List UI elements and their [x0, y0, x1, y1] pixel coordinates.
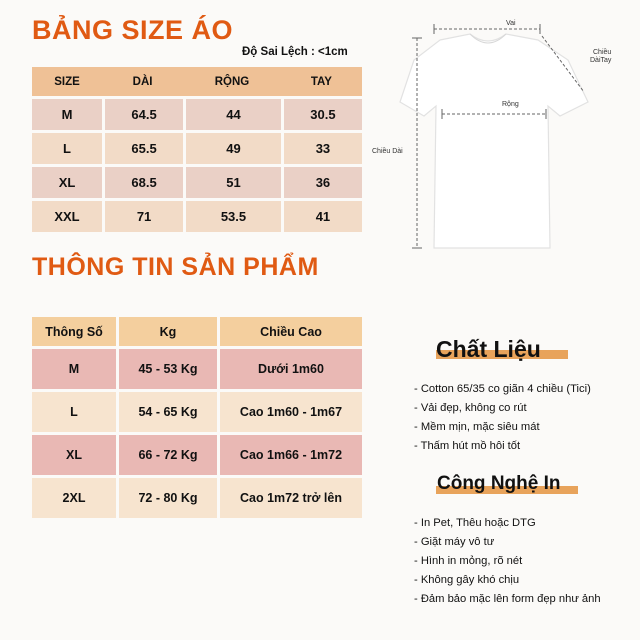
- tolerance-note: Độ Sai Lệch : <1cm: [242, 46, 348, 58]
- weight-cell: 72 - 80 Kg: [116, 478, 217, 518]
- list-item: - Cotton 65/35 co giãn 4 chiều (Tici): [414, 383, 591, 395]
- value-cell: 36: [281, 167, 362, 198]
- height-cell: Cao 1m60 - 1m67: [217, 392, 362, 432]
- height-cell: Cao 1m66 - 1m72: [217, 435, 362, 475]
- table-row: [32, 201, 362, 232]
- list-item: - Thấm hút mồ hôi tốt: [414, 440, 521, 452]
- material-list: [414, 383, 591, 459]
- header-cell: TAY: [281, 67, 362, 96]
- value-cell: 51: [183, 167, 281, 198]
- list-item: - Hình in mỏng, rõ nét: [414, 555, 523, 567]
- table-row: [32, 167, 362, 198]
- list-item: - In Pet, Thêu hoặc DTG: [414, 517, 536, 529]
- table-header-row: [32, 317, 362, 346]
- header-cell: Kg: [116, 317, 217, 346]
- size-chart-title: BẢNG SIZE ÁO: [32, 15, 234, 45]
- size-cell: M: [32, 99, 102, 130]
- value-cell: 53.5: [183, 201, 281, 232]
- value-cell: 49: [183, 133, 281, 164]
- print-tech-list: [414, 517, 601, 612]
- header-cell: Chiều Cao: [217, 317, 362, 346]
- weight-cell: 45 - 53 Kg: [116, 349, 217, 389]
- header-cell: RỘNG: [183, 67, 281, 96]
- header-cell: DÀI: [102, 67, 183, 96]
- width-label: Rộng: [502, 101, 519, 108]
- size-cell: XL: [32, 435, 116, 475]
- value-cell: 33: [281, 133, 362, 164]
- table-row: [32, 478, 362, 518]
- size-cell: XXL: [32, 201, 102, 232]
- table-row: [32, 435, 362, 475]
- product-info-table: [32, 314, 362, 521]
- weight-cell: 66 - 72 Kg: [116, 435, 217, 475]
- header-cell: Thông Số: [32, 317, 116, 346]
- size-chart-table: [32, 64, 362, 235]
- height-cell: Cao 1m72 trở lên: [217, 478, 362, 518]
- value-cell: 68.5: [102, 167, 183, 198]
- table-row: [32, 99, 362, 130]
- size-cell: M: [32, 349, 116, 389]
- sleeve-label-line2: DàiTay: [590, 57, 612, 64]
- value-cell: 30.5: [281, 99, 362, 130]
- product-info-title: THÔNG TIN SẢN PHẨM: [32, 253, 319, 281]
- size-cell: XL: [32, 167, 102, 198]
- height-cell: Dưới 1m60: [217, 349, 362, 389]
- weight-cell: 54 - 65 Kg: [116, 392, 217, 432]
- list-item: - Không gây khó chịu: [414, 574, 520, 586]
- list-item: - Mềm mịn, mặc siêu mát: [414, 421, 540, 433]
- table-row: [32, 349, 362, 389]
- table-header-row: [32, 67, 362, 96]
- length-label: Chiều Dài: [372, 148, 403, 155]
- value-cell: 71: [102, 201, 183, 232]
- header-cell: SIZE: [32, 67, 102, 96]
- tshirt-icon: [400, 34, 588, 248]
- sleeve-label-line1: Chiều: [593, 49, 612, 56]
- value-cell: 41: [281, 201, 362, 232]
- shoulder-label: Vai: [506, 20, 516, 27]
- value-cell: 44: [183, 99, 281, 130]
- material-title: Chất Liệu: [436, 336, 541, 362]
- list-item: - Giặt máy vô tư: [414, 536, 495, 548]
- value-cell: 65.5: [102, 133, 183, 164]
- size-cell: L: [32, 133, 102, 164]
- print-tech-title: Công Nghệ In: [437, 473, 561, 494]
- size-cell: L: [32, 392, 116, 432]
- list-item: - Vải đẹp, không co rút: [414, 402, 527, 414]
- list-item: - Đảm bảo mặc lên form đẹp như ảnh: [414, 593, 601, 605]
- size-cell: 2XL: [32, 478, 116, 518]
- table-row: [32, 133, 362, 164]
- table-row: [32, 392, 362, 432]
- value-cell: 64.5: [102, 99, 183, 130]
- tshirt-diagram: [362, 8, 630, 258]
